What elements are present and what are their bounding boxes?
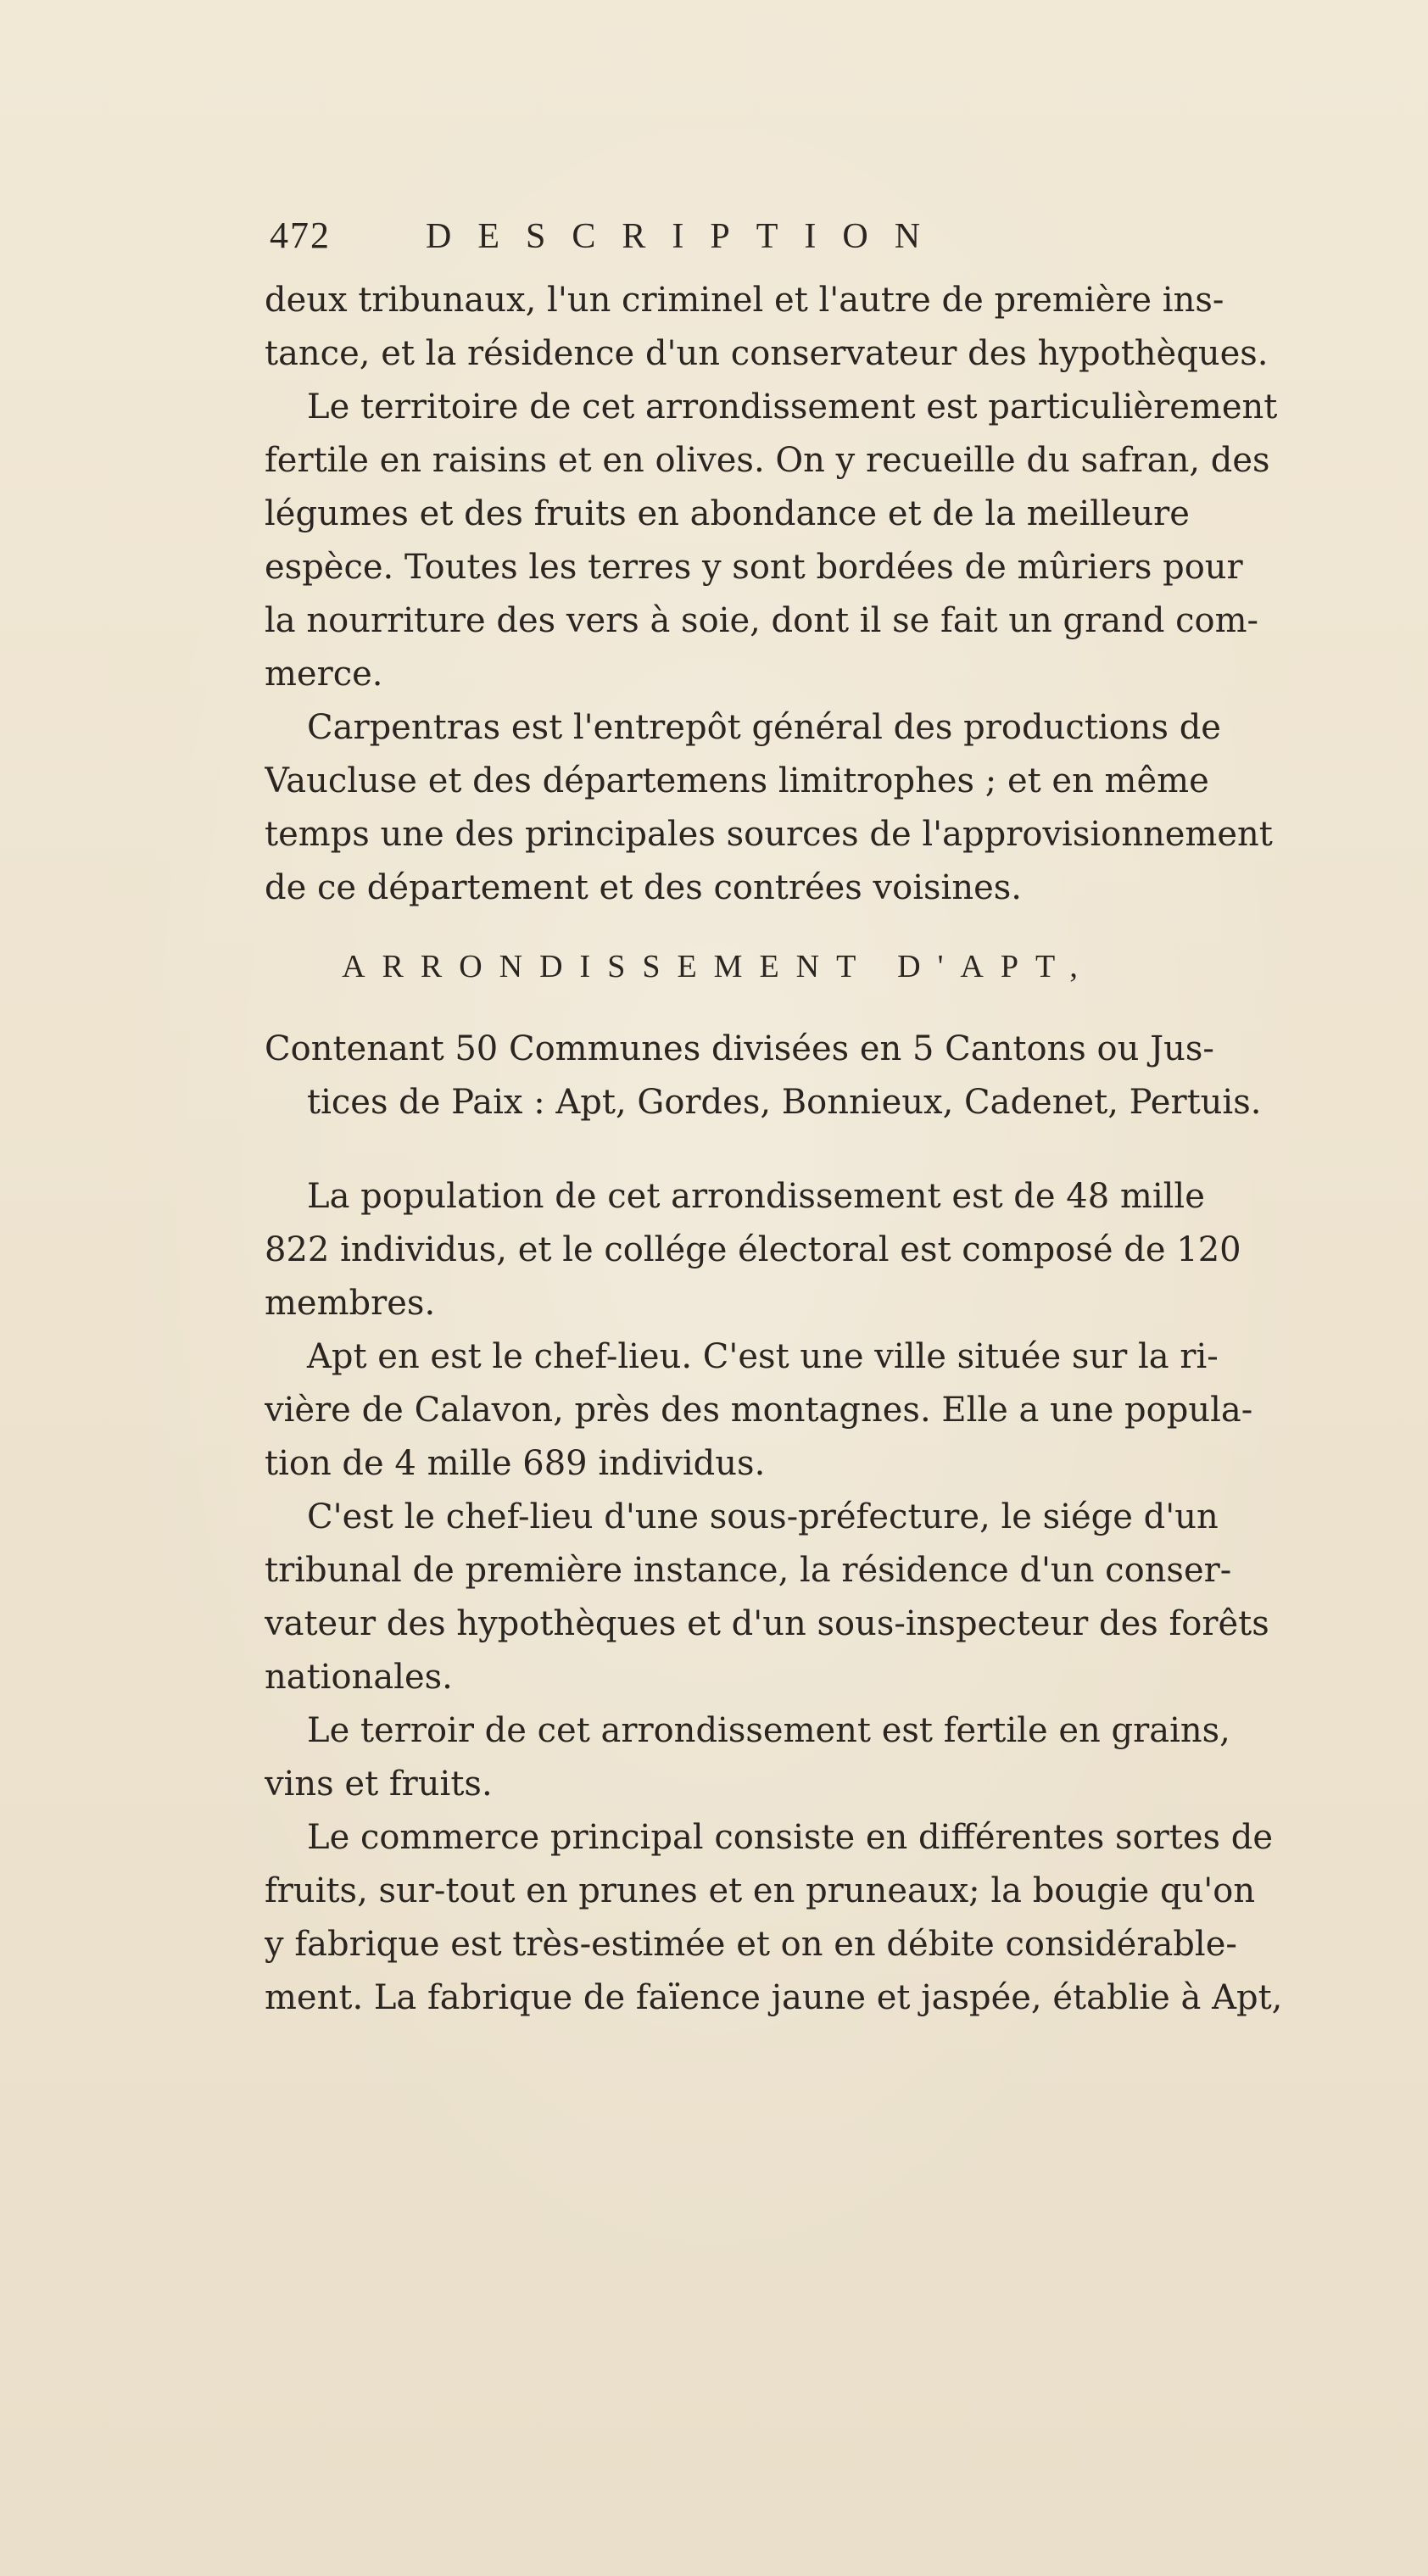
text-line: vins et fruits. [265, 1765, 493, 1804]
text-line: vateur des hypothèques et d'un sous-inspecteur des forêts [265, 1604, 1269, 1643]
text-line: Le commerce principal consiste en différentes sortes de [307, 1818, 1274, 1857]
text-line: Contenant 50 Communes divisées en 5 Cantons ou Jus- [265, 1029, 1214, 1068]
text-line: Le terroir de cet arrondissement est fertile en grains, [307, 1711, 1230, 1750]
text-line: Carpentras est l'entrepôt général des productions de [307, 708, 1221, 747]
text-line: vière de Calavon, près des montagnes. Elle a une popula- [265, 1391, 1253, 1430]
text-line: légumes et des fruits en abondance et de la meilleure [265, 494, 1190, 533]
text-line: tices de Paix : Apt, Gordes, Bonnieux, Cadenet, Pertuis. [307, 1083, 1262, 1122]
text-line: tion de 4 mille 689 individus. [265, 1444, 766, 1483]
page-header [270, 214, 1118, 265]
text-line: 822 individus, et le collége électoral est composé de 120 [265, 1230, 1241, 1269]
running-head: DESCRIPTION [426, 217, 947, 256]
text-line: fertile en raisins et en olives. On y recueille du safran, des [265, 441, 1270, 480]
text-line: nationales. [265, 1658, 453, 1697]
body-text [265, 274, 1392, 2025]
text-line: tribunal de première instance, la résidence d'un conser- [265, 1551, 1232, 1590]
text-line: y fabrique est très-estimée et on en débite considérable- [265, 1925, 1237, 1964]
text-line: membres. [265, 1284, 436, 1323]
text-line: fruits, sur-tout en prunes et en pruneaux; la bougie qu'on [265, 1871, 1256, 1910]
text-line: Apt en est le chef-lieu. C'est une ville située sur la ri- [307, 1337, 1219, 1376]
text-line: ment. La fabrique de faïence jaune et jaspée, établie à Apt, [265, 1978, 1283, 2017]
page-number: 472 [270, 215, 331, 256]
text-line: Le territoire de cet arrondissement est particulièrement [307, 388, 1278, 427]
text-line: deux tribunaux, l'un criminel et l'autre de première ins- [265, 281, 1224, 320]
text-line: Vaucluse et des départemens limitrophes ; et en même [265, 761, 1209, 800]
text-line: de ce département et des contrées voisines. [265, 868, 1023, 907]
text-line: C'est le chef-lieu d'une sous-préfecture, le siége d'un [307, 1497, 1219, 1536]
text-line: espèce. Toutes les terres y sont bordées de mûriers pour [265, 548, 1243, 587]
text-line: merce. [265, 655, 383, 694]
section-heading: ARRONDISSEMENT D'APT, [342, 949, 1095, 984]
text-line: la nourriture des vers à soie, dont il se fait un grand com- [265, 601, 1259, 640]
text-line: La population de cet arrondissement est de 48 mille [307, 1177, 1205, 1216]
text-line: tance, et la résidence d'un conservateur des hypothèques. [265, 334, 1269, 373]
text-line: temps une des principales sources de l'approvisionnement [265, 815, 1273, 854]
